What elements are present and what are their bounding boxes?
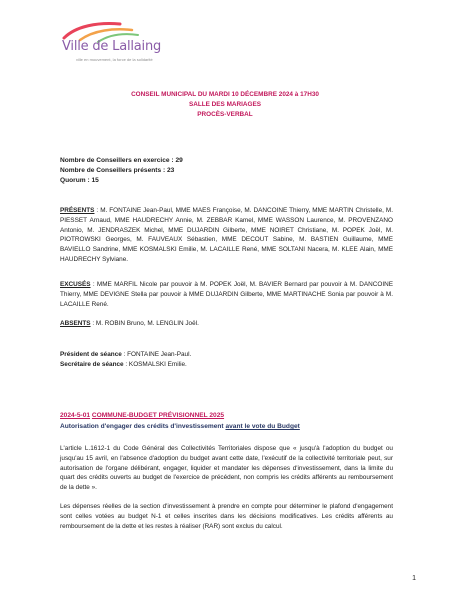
logo-text: Ville de Lallaing: [62, 39, 162, 54]
quorum: Quorum : 15: [60, 177, 99, 184]
meeting-location: SALLE DES MARIAGES: [188, 101, 262, 108]
presents-list: : M. FONTAINE Jean-Paul, MME MAES Françoise, M. DANCOINE Thierry, MME MARTIN Christelle, M. PIESSET Arnaud, MME HAUDRECHY Annie, M. ZEBBAR Kamel, MME WASSON Laurence, M. PROVENZANO Antonio, M. JENDRASZEK Michel, MME DUJARDIN Gilberte, MME NOIRET Christiane, M. POPEK Joël, M. PIOTROWSKI Georges, M. FAUVEAUX Sébastien, MME DECOUT Sabine, M. BASTIEN Guillaume, MME BAVIELLO Sandrine, MME KOSMALSKI Emilie, M. LACAILLE René, MME SOLTANI Nacera, M. KLEE Alain, MME HAUDRECHY Sylviane.: [60, 207, 393, 263]
count-in-office: Nombre de Conseillers en exercice : 29: [60, 157, 183, 164]
document-type: PROCÈS-VERBAL: [197, 111, 253, 118]
section-number: 2024-5-01: [60, 412, 91, 419]
section-title: [60, 411, 224, 421]
section-subtitle: [60, 422, 300, 432]
excuses-list: : MME MARFIL Nicole par pouvoir à M. POPEK Joël, M. BAVIER Bernard par pouvoir à M. DANCOINE Thierry, MME DEVIGNE Stella par pouvoir à MME DUJARDIN Gilberte, MME MARTINACHE Sonia par pouvoir à M. LACAILLE René.: [60, 281, 393, 308]
document-header: [0, 90, 450, 120]
attendance-counts: [60, 156, 183, 186]
presents-label: PRÉSENTS: [60, 207, 95, 214]
absents-paragraph: [60, 319, 393, 329]
absents-list: : M. ROBIN Bruno, M. LENGLIN Joël.: [90, 320, 199, 327]
presents-paragraph: [60, 206, 393, 265]
section-subtitle-underlined: avant le vote du Budget: [225, 423, 300, 430]
section-paragraph-2: Les dépenses réelles de la section d'investissement à prendre en compte pour déterminer le plafond d'engagement sont celles votées au budget N-1 et celles inscrites dans les décisions modificatives. Les crédits afférents au remboursement de la dette et les restes à réaliser (RAR) sont exclus du calcul.: [60, 503, 393, 530]
section-name: COMMUNE-BUDGET PRÉVISIONNEL 2025: [91, 412, 225, 419]
president-label: Président de séance: [60, 351, 122, 358]
session-officers: [60, 350, 191, 370]
secretary-line: [60, 360, 191, 370]
page-number: 1: [412, 575, 416, 582]
secretary-label: Secrétaire de séance: [60, 361, 124, 368]
secretary-value: : KOSMALSKI Emilie.: [123, 361, 187, 368]
city-logo: [58, 18, 178, 70]
president-line: [60, 350, 191, 360]
count-present: Nombre de Conseillers présents : 23: [60, 167, 175, 174]
section-subtitle-start: Autorisation d'engager des crédits d'investissement: [60, 423, 226, 430]
meeting-title: CONSEIL MUNICIPAL DU MARDI 10 DÉCEMBRE 2024 à 17H30: [131, 91, 319, 98]
section-paragraph-1: L'article L.1612-1 du Code Général des Collectivités Territoriales dispose que « jusqu'à l'adoption du budget ou jusqu'au 15 avril, en l'absence d'adoption du budget avant cette date, l'exécutif de la collectivité territoriale peut, sur autorisation de l'organe délibérant, engager, liquider et mandater les dépenses d'investissement, dans la limite du quart des crédits ouverts au budget de l'exercice de précédent, non compris les crédits afférents au remboursement de la dette ».: [60, 445, 393, 492]
excuses-label: EXCUSÉS: [60, 281, 91, 288]
absents-label: ABSENTS: [60, 320, 91, 327]
president-value: : FONTAINE Jean-Paul.: [121, 351, 192, 358]
logo-subtitle: ville en mouvement, la force de la solidarité: [76, 57, 153, 62]
excuses-paragraph: [60, 280, 393, 309]
